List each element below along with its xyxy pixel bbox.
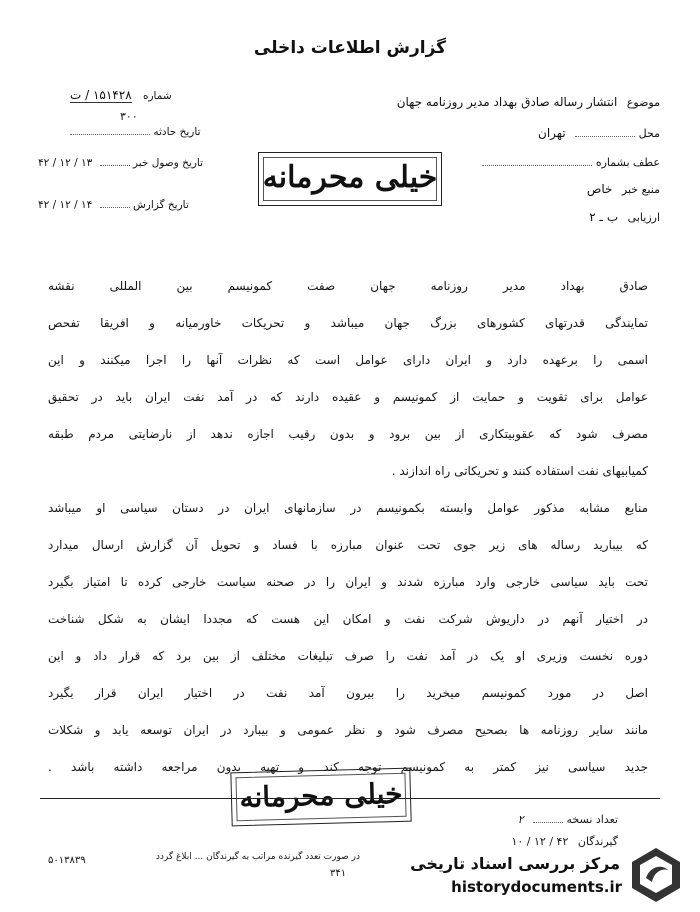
source-value: خاص bbox=[586, 182, 613, 196]
report-date-dots bbox=[100, 197, 130, 208]
reference-dots bbox=[482, 155, 592, 166]
body-line: دوره نخست وزیری او یک در آمد نفت را صرف تبلیغات مختلف از بین برد که قرار داد و این bbox=[48, 649, 648, 663]
report-body bbox=[48, 276, 648, 794]
subject-value: انتشار رساله صادق بهداد مدیر روزنامه جهان bbox=[396, 95, 618, 109]
classification-stamp-top bbox=[258, 152, 442, 206]
place-row bbox=[538, 126, 660, 140]
copies-value: ۲ bbox=[517, 813, 524, 826]
subject-label: موضوع bbox=[626, 96, 660, 109]
event-date-dots bbox=[70, 124, 150, 135]
place-value: تهران bbox=[538, 126, 566, 140]
body-line: منابع مشابه مذکور عوامل وابسته بکمونیسم در سازمانهای ایران در دستان سیاسی او میباشد bbox=[48, 501, 648, 515]
stamp-inner-border bbox=[263, 157, 437, 201]
footer-separator bbox=[40, 798, 660, 799]
watermark-url: historydocuments.ir bbox=[451, 878, 622, 896]
evaluation-label: ارزیابی bbox=[627, 211, 660, 224]
number-row bbox=[70, 88, 172, 103]
document-title: گزارش اطلاعات داخلی bbox=[253, 38, 447, 58]
watermark-text: مرکز بررسی اسناد تاریخی bbox=[410, 854, 620, 873]
received-date-label: تاریخ وصول خبر bbox=[132, 157, 204, 169]
event-date-row bbox=[70, 124, 201, 138]
received-date-dots bbox=[100, 155, 130, 166]
subject-row bbox=[397, 95, 660, 109]
body-line: اصل در مورد کمونیسم میخرید را بیرون آمد نفت در اختیار ایران قرار بگیرد bbox=[48, 686, 648, 700]
body-line: مصرف شود که عقوبیتکاری از بین برود و بدون رقیب اجازه ندهد از نارضایتی مردم طبقه bbox=[48, 427, 648, 441]
received-date-row bbox=[38, 155, 203, 169]
body-line: صادق بهداد مدیر روزنامه جهان صفت کمونیسم بین المللی نقشه bbox=[48, 279, 648, 293]
body-line: مانند سایر روزنامه ها بصحیح مصرف شود و نظر عمومی و بیبارد در ایران توسعه یابد و شکلات bbox=[48, 723, 648, 737]
place-label: محل bbox=[638, 127, 660, 140]
body-line: در اختیار آنهم در داریوش شرکت نفت و امکان این هست که مجددا ایشان به شکل شناخت bbox=[48, 612, 648, 626]
stamp-top-text: خیلی محرمانه bbox=[262, 160, 438, 195]
body-line: تمایندگی قدرتهای کشورهای بزرگ جهان میباشد و تحریکات خاورمیانه و افریقا تفحص bbox=[48, 316, 648, 330]
copies-dots bbox=[533, 812, 563, 823]
stamp-bottom-text: خیلی محرمانه bbox=[239, 776, 403, 815]
event-date-label: تاریخ حادثه bbox=[153, 126, 201, 138]
body-line: تحت باید سیاسی خارجی وارد مبارزه شدند و ایران را در صحنه سیاست خارجی کرده تا امتیاز بگیرد bbox=[48, 575, 648, 589]
body-line: کمیابیهای نفت استفاده کنند و تحریکاتی راه اندازند . bbox=[391, 464, 648, 478]
body-line: جدید سیاسی نیز کمتر به کمونیسم توجه کند و تهیه بدون مراجعه داشته باشد . bbox=[48, 760, 648, 774]
source-row bbox=[587, 182, 660, 196]
evaluation-value: ب ـ ۲ bbox=[589, 210, 619, 224]
evaluation-row bbox=[589, 210, 660, 224]
body-line: عوامل برای تقویت و حمایت از کمونیسم و عقیده دارند که در آمد نفت ایران باید در تحقیق bbox=[48, 390, 648, 404]
footer-note: در صورت تعدد گیرنده مراتب به گیرندگان ... ابلاغ گردد bbox=[155, 852, 360, 862]
number-value: ۱۵۱۴۲۸ / ت bbox=[70, 88, 132, 102]
footer-left-code: ۵۰۱۳۸۳۹ bbox=[48, 855, 86, 866]
classification-stamp-bottom bbox=[230, 768, 411, 827]
report-date-value: ۱۴ / ۱۲ / ۴۲ bbox=[38, 199, 93, 211]
reference-label: عطف بشماره bbox=[595, 156, 660, 169]
copies-row bbox=[518, 812, 618, 826]
copies-label: تعداد نسخه bbox=[566, 813, 618, 826]
source-label: منبع خبر bbox=[621, 183, 660, 196]
place-dots bbox=[575, 126, 635, 137]
recipients-label: گیرندگان bbox=[577, 835, 618, 848]
number-label: شماره bbox=[142, 90, 172, 102]
recipients-row bbox=[511, 835, 618, 848]
reference-row bbox=[482, 155, 660, 169]
report-date-label: تاریخ گزارش bbox=[132, 199, 189, 211]
footer-number-line: ۳۴۱ bbox=[330, 868, 347, 879]
archive-logo-icon bbox=[628, 844, 684, 904]
body-line: اسمی را برعهده دارد و ایران دارای عوامل است که نظرات آنها را اجرا میکنند و این bbox=[48, 353, 648, 367]
number-sub: ۳۰۰ bbox=[120, 110, 138, 123]
body-line: که بیبارید رساله های زیر جوی تحت عنوان مبارزه با فساد و تحویل آن گزارش ارسال میدارد bbox=[48, 538, 648, 552]
stamp-inner-border bbox=[235, 773, 406, 821]
report-date-row bbox=[38, 197, 189, 211]
received-date-value: ۱۳ / ۱۲ / ۴۲ bbox=[38, 157, 93, 169]
recipients-value: ۴۲ / ۱۲ / ۱۰ bbox=[511, 835, 569, 848]
